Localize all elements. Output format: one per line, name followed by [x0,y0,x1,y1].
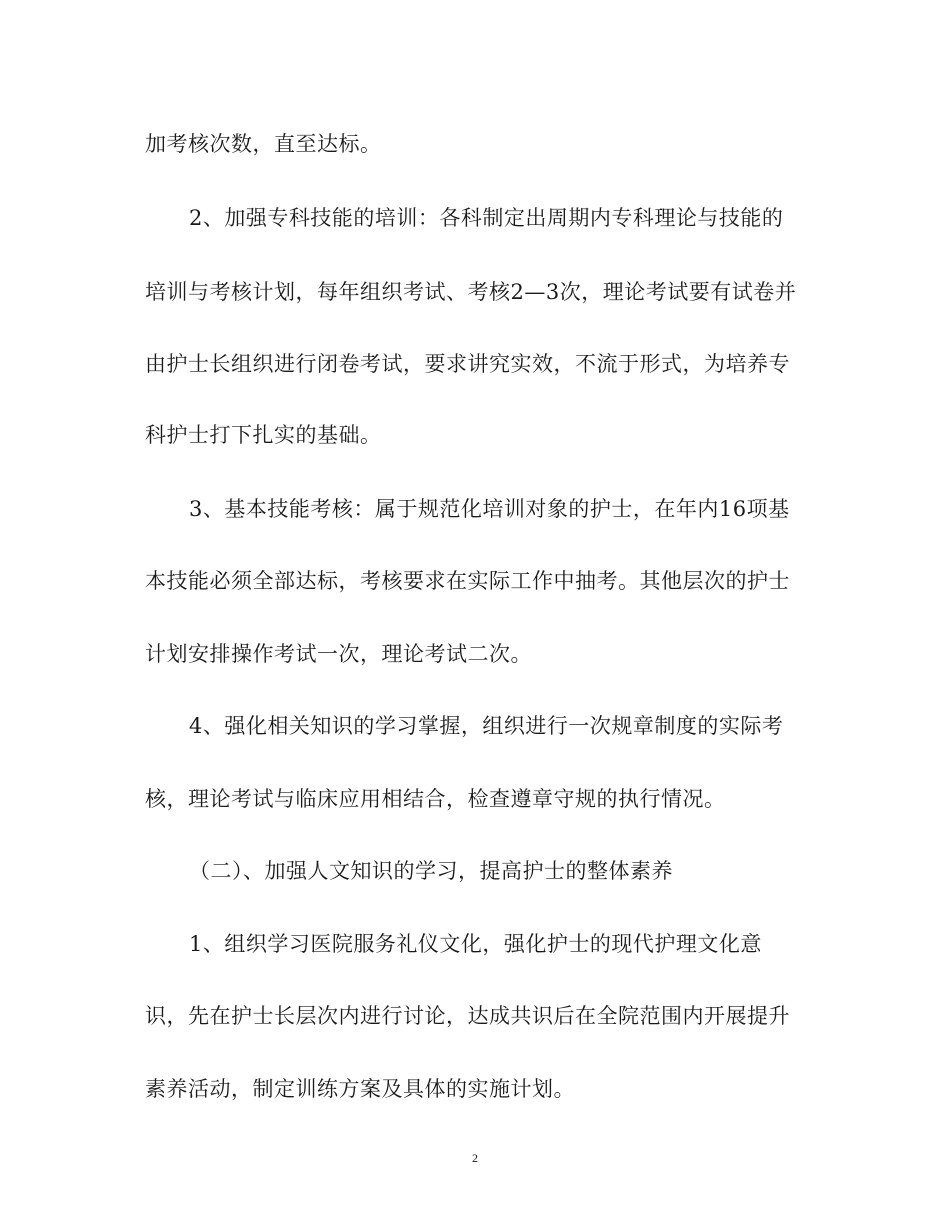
paragraph-3-line-3: 计划安排操作考试一次，理论考试二次。 [145,642,532,666]
paragraph-3-line-1: 3、基本技能考核：属于规范化培训对象的护士，在年内16项基 [189,497,790,521]
paragraph-5-line-2: 识，先在护士长层次内进行讨论，达成共识后在全院范围内开展提升 [145,1004,790,1028]
paragraph-3-line-2: 本技能必须全部达标，考核要求在实际工作中抽考。其他层次的护士 [145,569,790,593]
paragraph-2-line-1: 2、加强专科技能的培训：各科制定出周期内专科理论与技能的 [189,206,784,230]
section-heading: （二）、加强人文知识的学习，提高护士的整体素养 [189,859,673,883]
page-number: 2 [472,1151,478,1165]
paragraph-5-line-3: 素养活动，制定训练方案及具体的实施计划。 [145,1077,575,1101]
paragraph-2-line-4: 科护士打下扎实的基础。 [145,423,382,447]
paragraph-2-line-3: 由护士长组织进行闭卷考试，要求讲究实效，不流于形式，为培养专 [145,352,790,376]
paragraph-5-line-1: 1、组织学习医院服务礼仪文化，强化护士的现代护理文化意 [189,932,762,956]
paragraph-4-line-2: 核，理论考试与临床应用相结合，检查遵章守规的执行情况。 [145,787,726,811]
text-line-1: 加考核次数，直至达标。 [145,132,382,156]
paragraph-4-line-1: 4、强化相关知识的学习掌握，组织进行一次规章制度的实际考 [189,714,784,738]
paragraph-2-line-2: 培训与考核计划，每年组织考试、考核2—3次，理论考试要有试卷并 [145,280,797,304]
